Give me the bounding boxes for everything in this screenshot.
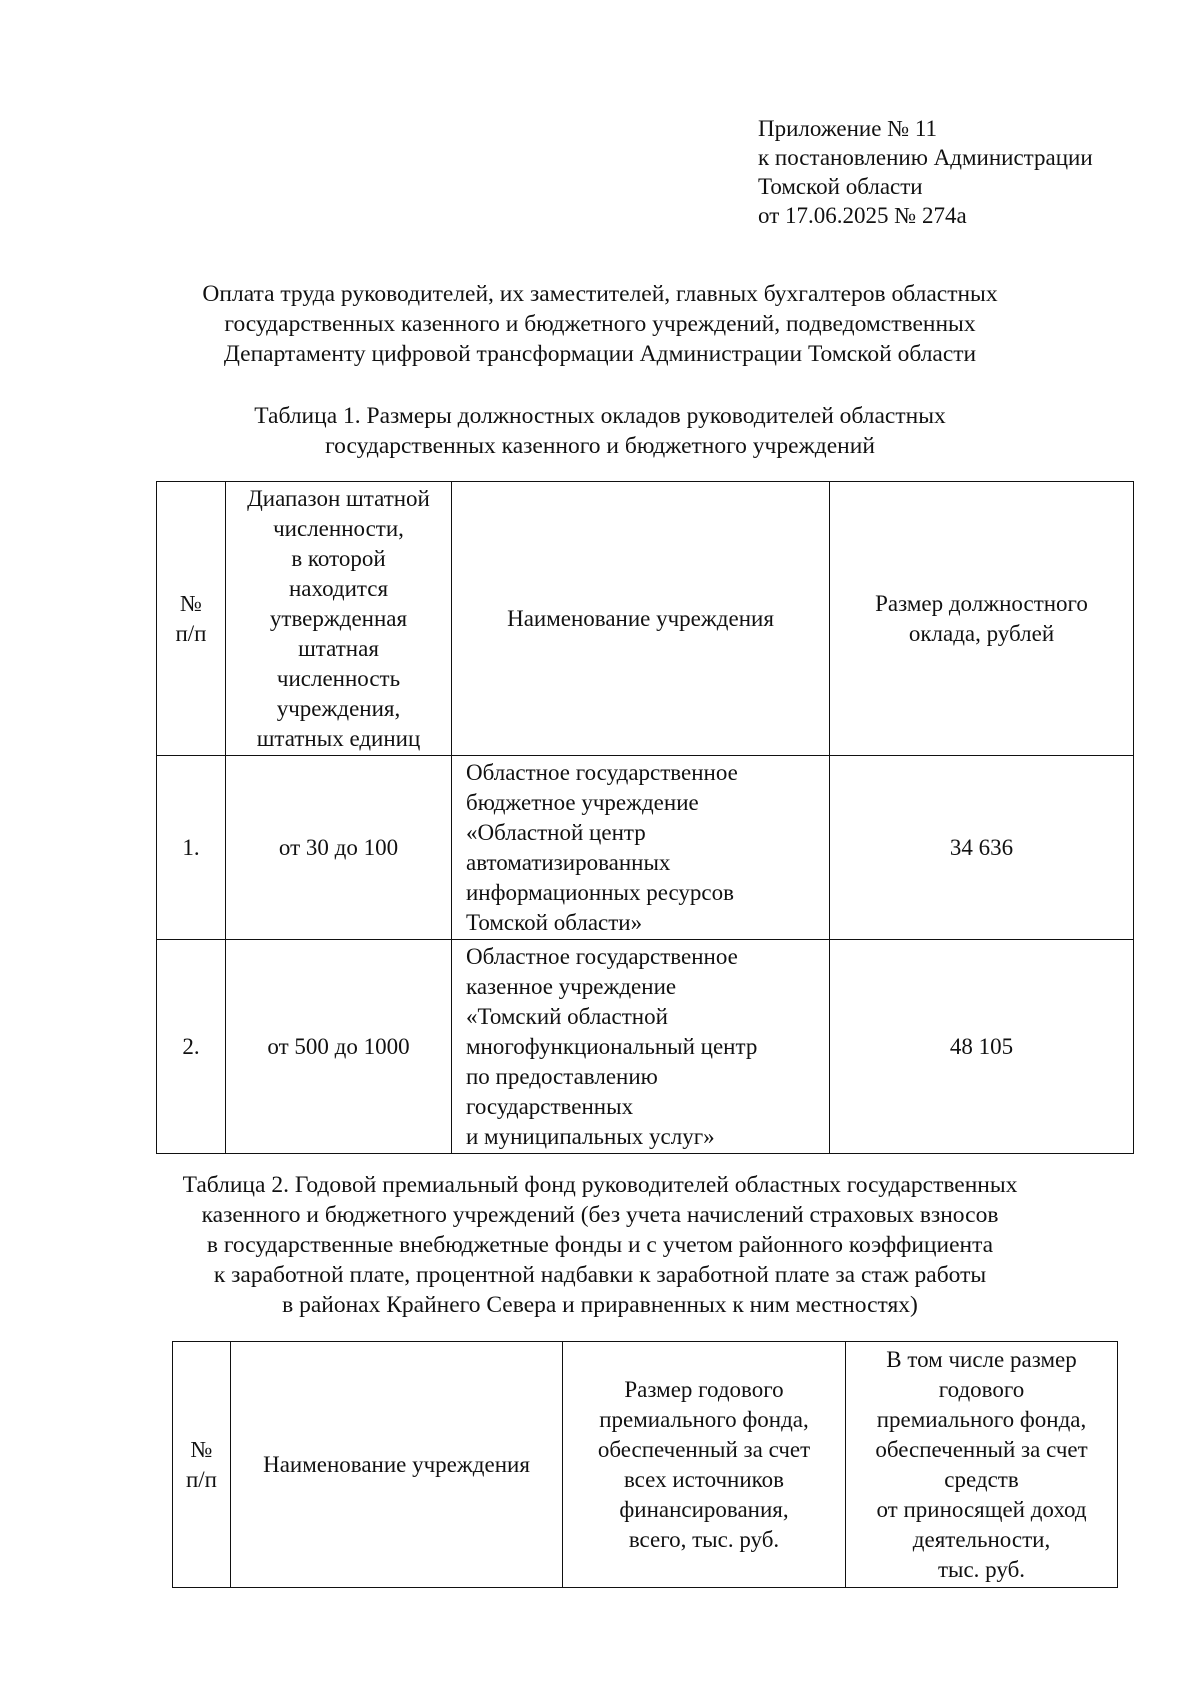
row-staff-range: от 500 до 1000 <box>226 940 452 1154</box>
header-salary: Размер должностного оклада, рублей <box>830 482 1134 756</box>
appendix-reference <box>758 114 1093 230</box>
appendix-line: к постановлению Администрации <box>758 145 1093 170</box>
table2-header-row <box>173 1342 1118 1588</box>
header-institution-name: Наименование учреждения <box>231 1342 563 1588</box>
caption-line: к заработной плате, процентной надбавки к заработной плате за стаж работы <box>213 1262 987 1288</box>
title-line: Оплата труда руководителей, их заместителей, главных бухгалтеров областных <box>202 281 998 307</box>
header-income-fund: В том числе размер годового премиального фонда, обеспеченный за счет средств от приносящей доход деятельности, тыс. руб. <box>846 1342 1118 1588</box>
row-num: 1. <box>157 756 226 940</box>
header-num: № п/п <box>157 482 226 756</box>
row-salary: 48 105 <box>830 940 1134 1154</box>
appendix-line: Томской области <box>758 174 923 199</box>
table-row <box>157 940 1134 1154</box>
row-num: 2. <box>157 940 226 1154</box>
table1-header-row <box>157 482 1134 756</box>
caption-line: Таблица 2. Годовой премиальный фонд руководителей областных государственных <box>182 1172 1018 1198</box>
caption-line: в районах Крайнего Севера и приравненных к ним местностях) <box>282 1292 918 1318</box>
header-num: № п/п <box>173 1342 231 1588</box>
title-line: Департаменту цифровой трансформации Администрации Томской области <box>223 341 977 367</box>
document-title <box>120 279 1080 369</box>
caption-line: Таблица 1. Размеры должностных окладов руководителей областных <box>254 403 946 429</box>
header-institution-name: Наименование учреждения <box>452 482 830 756</box>
appendix-line: от 17.06.2025 № 274а <box>758 203 967 228</box>
caption-line: в государственные внебюджетные фонды и с учетом районного коэффициента <box>206 1232 994 1258</box>
row-institution-name: Областное государственное бюджетное учреждение «Областной центр автоматизированных информационных ресурсов Томской области» <box>452 756 830 940</box>
caption-line: казенного и бюджетного учреждений (без учета начислений страховых взносов <box>201 1202 999 1228</box>
row-staff-range: от 30 до 100 <box>226 756 452 940</box>
table1-caption <box>120 401 1080 461</box>
caption-line: государственных казенного и бюджетного учреждений <box>325 433 875 459</box>
title-line: государственных казенного и бюджетного учреждений, подведомственных <box>224 311 976 337</box>
table1-salaries <box>156 481 1134 1154</box>
table2-bonus-fund <box>172 1341 1118 1588</box>
table2-caption <box>120 1170 1080 1320</box>
table-row <box>157 756 1134 940</box>
header-total-fund: Размер годового премиального фонда, обеспеченный за счет всех источников финансирования, всего, тыс. руб. <box>563 1342 846 1588</box>
appendix-line: Приложение № 11 <box>758 116 938 141</box>
header-staff-range: Диапазон штатной численности, в которой находится утвержденная штатная численность учреждения, штатных единиц <box>226 482 452 756</box>
row-salary: 34 636 <box>830 756 1134 940</box>
row-institution-name: Областное государственное казенное учреждение «Томский областной многофункциональный центр по предоставлению государственных и муниципальных услуг» <box>452 940 830 1154</box>
